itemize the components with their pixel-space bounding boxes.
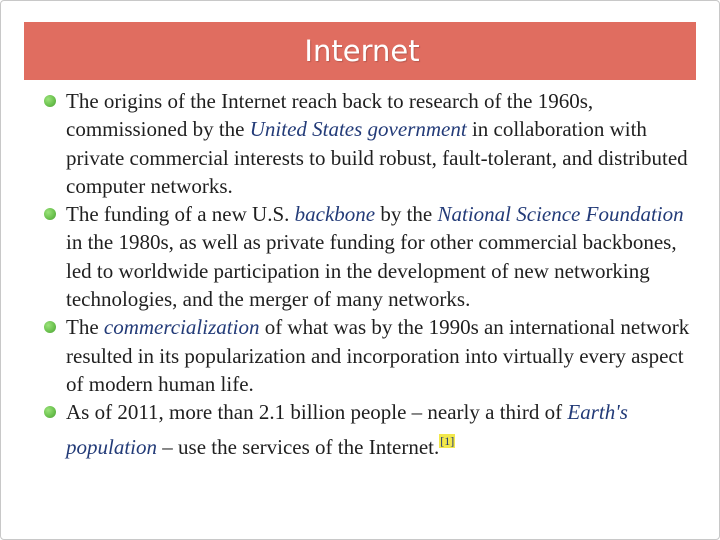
bullet-text: As of 2011, more than 2.1 billion people – nearly a third of (66, 400, 568, 425)
bullet-text: The origins of the Internet reach back to research of the 1960s, commissioned by the (66, 89, 594, 142)
bullet-list (43, 87, 703, 461)
bullet-text: in the 1980s, as well as private funding for other commercial backbones, led to worldwide participation in the development of new networking technologies, and the merger of many networks. (66, 230, 677, 312)
title-bar (24, 22, 696, 80)
hyperlink[interactable]: National Science Foundation (437, 202, 684, 227)
bullet-item (43, 398, 703, 461)
green-dot-icon (44, 406, 56, 418)
hyperlink[interactable]: United States government (249, 117, 467, 142)
green-dot-icon (44, 208, 56, 220)
hyperlink[interactable]: commercialization (103, 315, 260, 340)
bullet-text: by the (375, 202, 438, 227)
green-dot-icon (44, 321, 56, 333)
bullet-item (43, 200, 703, 313)
slide-title: Internet (304, 34, 420, 68)
bullet-text: in collaboration with private commercial interests to build robust, fault-tolerant, and distributed computer networks. (66, 117, 688, 198)
bullet-item (43, 313, 703, 398)
hyperlink[interactable]: backbone (294, 202, 376, 227)
citation-link[interactable]: [1] (440, 433, 455, 448)
hyperlink[interactable]: Earth's population (66, 400, 628, 459)
bullet-text: The funding of a new U.S. (66, 202, 295, 227)
bullet-text: – use the services of the Internet. (157, 434, 440, 459)
bullet-item (43, 87, 703, 200)
bullet-text: The (66, 315, 104, 340)
green-dot-icon (44, 95, 56, 107)
bullet-text: of what was by the 1990s an international network resulted in its popularization and incorporation into virtually every aspect of modern human life. (66, 315, 690, 396)
